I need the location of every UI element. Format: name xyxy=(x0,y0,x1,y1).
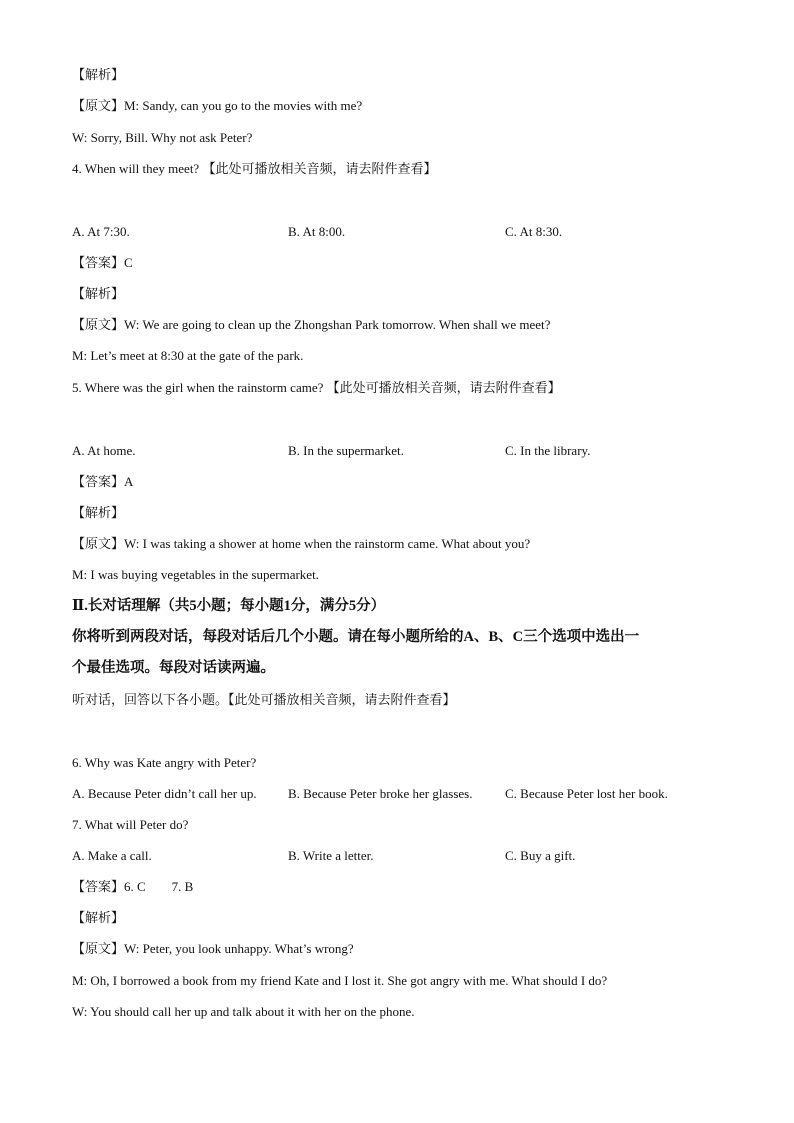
section-instructions: 个最佳选项。每段对话读两遍。 xyxy=(72,660,275,676)
q5-option-c: C. In the library. xyxy=(505,443,591,458)
listening-prompt: 听对话，回答以下各小题。【此处可播放相关音频，请去附件查看】 xyxy=(72,692,456,707)
transcript-line: M: Oh, I borrowed a book from my friend Kate and I lost it. She got angry with me. What should I do? xyxy=(72,973,608,988)
q5-option-b: B. In the supermarket. xyxy=(288,443,404,458)
question-4: 4. When will they meet? 【此处可播放相关音频，请去附件查看】 xyxy=(72,161,437,176)
transcript-line: M: Let’s meet at 8:30 at the gate of the park. xyxy=(72,348,304,363)
transcript-line: 【原文】M: Sandy, can you go to the movies with me? xyxy=(72,98,363,113)
transcript-line: 【原文】W: Peter, you look unhappy. What’s wrong? xyxy=(72,941,354,956)
analysis-label: 【解析】 xyxy=(72,286,125,301)
analysis-label: 【解析】 xyxy=(72,505,125,520)
q5-option-a: A. At home. xyxy=(72,443,136,458)
q7-option-a: A. Make a call. xyxy=(72,848,152,863)
answer-label: 【答案】6. C 7. B xyxy=(72,879,194,894)
question-5: 5. Where was the girl when the rainstorm came? 【此处可播放相关音频，请去附件查看】 xyxy=(72,380,561,395)
q4-option-a: A. At 7:30. xyxy=(72,224,130,239)
question-7: 7. What will Peter do? xyxy=(72,817,189,832)
q7-option-b: B. Write a letter. xyxy=(288,848,374,863)
q7-option-c: C. Buy a gift. xyxy=(505,848,576,863)
section-instructions: 你将听到两段对话，每段对话后几个小题。请在每小题所给的A、B、C三个选项中选出一 xyxy=(72,629,640,645)
answer-label: 【答案】C xyxy=(72,255,133,270)
transcript-line: M: I was buying vegetables in the supermarket. xyxy=(72,567,319,582)
section-heading: Ⅱ.长对话理解（共5小题；每小题1分，满分5分） xyxy=(72,598,386,614)
q4-option-c: C. At 8:30. xyxy=(505,224,563,239)
q6-option-a: A. Because Peter didn’t call her up. xyxy=(72,786,257,801)
transcript-line: 【原文】W: We are going to clean up the Zhongshan Park tomorrow. When shall we meet? xyxy=(72,317,551,332)
analysis-label: 【解析】 xyxy=(72,910,125,925)
q4-option-b: B. At 8:00. xyxy=(288,224,346,239)
transcript-line: W: You should call her up and talk about it with her on the phone. xyxy=(72,1004,415,1019)
answer-label: 【答案】A xyxy=(72,474,134,489)
question-6: 6. Why was Kate angry with Peter? xyxy=(72,755,257,770)
transcript-line: 【原文】W: I was taking a shower at home when the rainstorm came. What about you? xyxy=(72,536,531,551)
q6-option-b: B. Because Peter broke her glasses. xyxy=(288,786,473,801)
q6-option-c: C. Because Peter lost her book. xyxy=(505,786,668,801)
analysis-label: 【解析】 xyxy=(72,67,125,82)
transcript-line: W: Sorry, Bill. Why not ask Peter? xyxy=(72,130,253,145)
